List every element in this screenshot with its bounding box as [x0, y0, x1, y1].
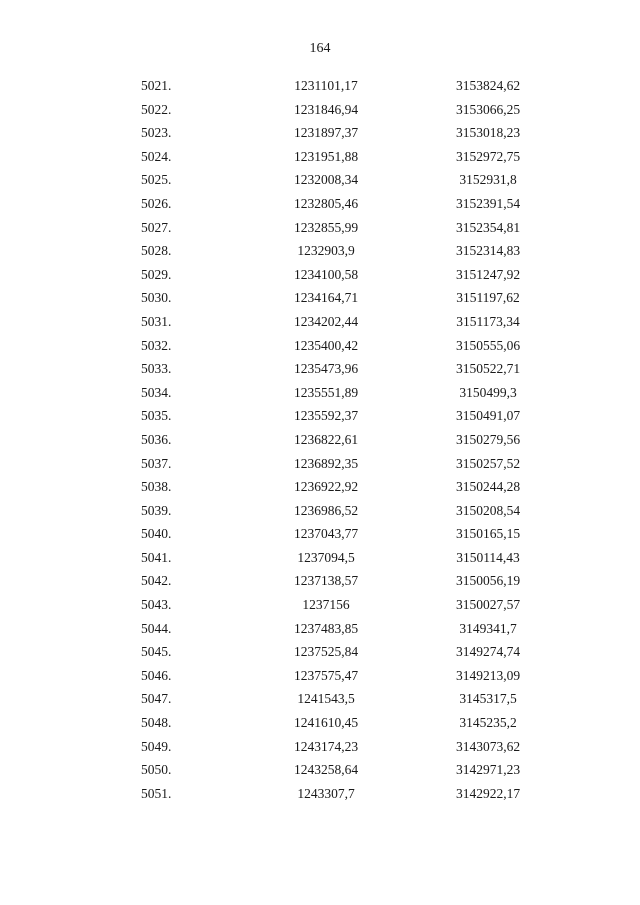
table-row [0, 735, 640, 759]
coordinate-x: 1243307,7 [297, 785, 355, 801]
coordinate-x: 1232805,46 [293, 195, 359, 211]
point-number: 5021. [141, 78, 172, 93]
table-row [0, 168, 640, 192]
table-row [0, 475, 640, 499]
table-row [0, 687, 640, 711]
point-number: 5043. [141, 597, 172, 613]
coordinate-x: 1235473,96 [293, 361, 359, 377]
coordinate-y: 3149274,74 [455, 644, 521, 660]
table-row [0, 640, 640, 664]
coordinate-y: 3151173,34 [456, 313, 520, 329]
point-number: 5042. [141, 573, 172, 589]
point-number: 5044. [141, 620, 172, 636]
table-row [0, 286, 640, 310]
coordinate-x: 1232855,99 [293, 219, 359, 235]
point-number: 5050. [141, 762, 172, 778]
table-row [0, 192, 640, 216]
coordinate-x: 1236922,92 [293, 479, 359, 495]
table-row [0, 782, 640, 806]
table-row [0, 546, 640, 570]
table-row [0, 617, 640, 641]
coordinate-y: 3150499,3 [459, 384, 517, 400]
table-row [0, 664, 640, 688]
coordinate-y: 3152931,8 [459, 172, 517, 188]
coordinate-y: 3150555,06 [455, 337, 521, 353]
table-row [0, 216, 640, 240]
page-number: 164 [309, 41, 331, 56]
coordinate-x: 1235400,42 [293, 337, 359, 353]
point-number: 5030. [141, 290, 172, 306]
point-number: 5046. [141, 667, 172, 683]
point-number: 5039. [141, 502, 172, 518]
coordinate-x: 1237525,84 [293, 644, 359, 660]
coordinate-y: 3150027,57 [455, 597, 521, 613]
point-number: 5027. [141, 219, 172, 235]
coordinate-y: 3150257,52 [455, 455, 521, 471]
table-row [0, 145, 640, 169]
coordinate-x: 1234164,71 [293, 290, 359, 306]
point-number: 5038. [141, 479, 172, 495]
coordinate-y: 3152391,54 [455, 195, 521, 211]
table-row [0, 74, 640, 98]
table-row [0, 357, 640, 381]
coordinate-x: 1236822,61 [293, 431, 359, 447]
point-number: 5023. [141, 125, 172, 141]
coordinate-y: 3153066,25 [455, 101, 521, 117]
coordinate-y: 3151197,62 [456, 290, 520, 306]
coordinate-x: 1231101,17 [294, 78, 358, 93]
table-row [0, 758, 640, 782]
coordinate-x: 1234202,44 [293, 313, 359, 329]
coordinate-y: 3153018,23 [455, 125, 521, 141]
coordinate-y: 3150244,28 [455, 479, 521, 495]
point-number: 5049. [141, 738, 172, 754]
point-number: 5035. [141, 408, 172, 424]
coordinate-y: 3151247,92 [455, 266, 521, 282]
point-number: 5041. [141, 549, 172, 565]
coordinate-y: 3142971,23 [455, 762, 521, 778]
coordinate-y: 3152314,83 [455, 243, 521, 259]
table-row [0, 569, 640, 593]
coordinate-y: 3150522,71 [455, 361, 521, 377]
table-row [0, 452, 640, 476]
coordinate-x: 1235592,37 [293, 408, 359, 424]
point-number: 5037. [141, 455, 172, 471]
coordinates-table [0, 74, 640, 805]
point-number: 5022. [141, 101, 172, 117]
point-number: 5025. [141, 172, 172, 188]
coordinate-x: 1234100,58 [293, 266, 359, 282]
table-row [0, 310, 640, 334]
coordinate-y: 3152354,81 [455, 219, 521, 235]
coordinate-x: 1237094,5 [297, 549, 355, 565]
coordinate-y: 3149213,09 [455, 667, 521, 683]
coordinate-y: 3150114,43 [456, 549, 520, 565]
point-number: 5036. [141, 431, 172, 447]
coordinate-x: 1237138,57 [293, 573, 359, 589]
point-number: 5033. [141, 361, 172, 377]
coordinate-x: 1231846,94 [293, 101, 359, 117]
point-number: 5040. [141, 526, 172, 542]
table-row [0, 334, 640, 358]
coordinate-x: 1231897,37 [293, 125, 359, 141]
coordinate-x: 1241543,5 [297, 691, 355, 707]
coordinate-y: 3145235,2 [459, 715, 517, 731]
point-number: 5034. [141, 384, 172, 400]
table-row [0, 121, 640, 145]
point-number: 5024. [141, 148, 172, 164]
table-row [0, 263, 640, 287]
point-number: 5045. [141, 644, 172, 660]
coordinate-x: 1237483,85 [293, 620, 359, 636]
point-number: 5028. [141, 243, 172, 259]
point-number: 5026. [141, 195, 172, 211]
coordinate-y: 3150165,15 [455, 526, 521, 542]
coordinate-x: 1232008,34 [293, 172, 359, 188]
coordinate-y: 3150056,19 [455, 573, 521, 589]
point-number: 5051. [141, 785, 172, 801]
coordinate-x: 1235551,89 [293, 384, 359, 400]
table-row [0, 711, 640, 735]
point-number: 5029. [141, 266, 172, 282]
coordinate-y: 3150208,54 [455, 502, 521, 518]
coordinate-y: 3149341,7 [459, 620, 517, 636]
coordinate-x: 1232903,9 [297, 243, 355, 259]
coordinate-x: 1243258,64 [293, 762, 359, 778]
point-number: 5048. [141, 715, 172, 731]
coordinate-x: 1236892,35 [293, 455, 359, 471]
coordinate-x: 1243174,23 [293, 738, 359, 754]
coordinate-y: 3142922,17 [455, 785, 521, 801]
point-number: 5032. [141, 337, 172, 353]
coordinate-x: 1241610,45 [293, 715, 359, 731]
table-row [0, 239, 640, 263]
point-number: 5031. [141, 313, 172, 329]
coordinate-y: 3152972,75 [455, 148, 521, 164]
coordinate-y: 3143073,62 [455, 738, 521, 754]
coordinate-y: 3150491,07 [455, 408, 521, 424]
coordinate-y: 3145317,5 [459, 691, 517, 707]
table-row [0, 593, 640, 617]
coordinate-y: 3153824,62 [455, 78, 521, 93]
table-row [0, 404, 640, 428]
table-row [0, 98, 640, 122]
coordinate-x: 1231951,88 [293, 148, 359, 164]
table-row [0, 381, 640, 405]
coordinate-x: 1237043,77 [293, 526, 359, 542]
point-number: 5047. [141, 691, 172, 707]
coordinate-x: 1237575,47 [293, 667, 359, 683]
table-row [0, 499, 640, 523]
coordinate-x: 1237156 [302, 597, 350, 613]
coordinate-x: 1236986,52 [293, 502, 359, 518]
coordinate-y: 3150279,56 [455, 431, 521, 447]
table-row [0, 522, 640, 546]
table-row [0, 428, 640, 452]
